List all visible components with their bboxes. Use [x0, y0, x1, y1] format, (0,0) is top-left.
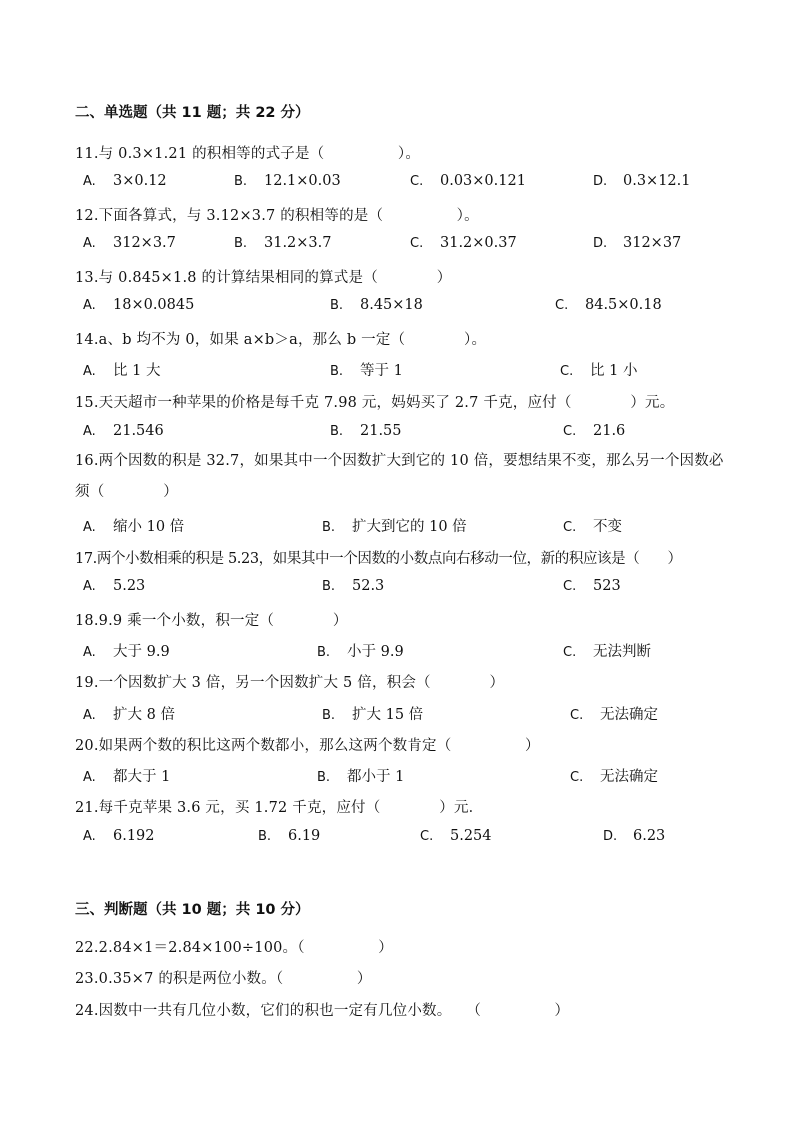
option-letter: C. [563, 424, 577, 439]
question-11: 11.与 0.3×1.21 的积相等的式子是（ ）。 [75, 146, 421, 162]
option-text: 等于 1 [360, 363, 403, 379]
option-b [330, 297, 423, 313]
question-21: 21.每千克苹果 3.6 元，买 1.72 千克，应付（ ）元． [75, 800, 484, 816]
question-13: 13.与 0.845×1.8 的计算结果相同的算式是（ ） [75, 270, 452, 286]
option-text: 6.19 [288, 828, 321, 844]
option-text: 52.3 [352, 578, 385, 594]
option-text: 5.23 [113, 578, 146, 594]
option-c [420, 828, 492, 844]
option-letter: A. [83, 364, 96, 379]
option-text: 31.2×3.7 [264, 235, 332, 251]
question-19: 19.一个因数扩大 3 倍，另一个因数扩大 5 倍，积会（ ） [75, 675, 505, 691]
option-c [555, 297, 662, 313]
option-text: 缩小 10 倍 [113, 519, 185, 535]
option-text: 都大于 1 [113, 769, 171, 785]
option-letter: B. [234, 174, 248, 189]
option-text: 0.03×0.121 [440, 173, 526, 189]
option-b [258, 828, 320, 844]
option-letter: B. [330, 364, 344, 379]
option-d [593, 173, 691, 189]
option-letter: C. [560, 364, 574, 379]
option-text: 18×0.0845 [113, 297, 195, 313]
option-letter: D. [593, 236, 608, 251]
option-letter: B. [322, 708, 336, 723]
question-22: 22.2.84×1＝2.84×100÷100。（ ） [75, 940, 393, 956]
option-letter: C. [563, 520, 577, 535]
option-letter: B. [322, 520, 336, 535]
option-a [83, 640, 170, 661]
option-letter: C. [555, 298, 569, 313]
option-text: 31.2×0.37 [440, 235, 517, 251]
option-b [317, 765, 404, 786]
option-text: 扩大 15 倍 [352, 707, 424, 723]
option-letter: A. [83, 770, 96, 785]
option-letter: A. [83, 520, 96, 535]
question-24: 24.因数中一共有几位小数，它们的积也一定有几位小数。 （ ） [75, 1003, 570, 1019]
option-a [83, 578, 145, 594]
option-a [83, 173, 167, 189]
option-c [570, 703, 658, 724]
option-b [322, 703, 423, 724]
option-letter: B. [234, 236, 248, 251]
option-letter: C. [563, 579, 577, 594]
option-text: 小于 9.9 [347, 644, 404, 660]
option-text: 21.55 [360, 423, 402, 439]
option-text: 523 [593, 578, 621, 594]
question-16: 16.两个因数的积是 32.7，如果其中一个因数扩大到它的 10 倍，要想结果不变，那么另一个因数必须（ ） [75, 453, 724, 500]
option-b [330, 359, 403, 380]
option-text: 6.192 [113, 828, 155, 844]
option-b [234, 173, 341, 189]
option-a [83, 235, 176, 251]
option-letter: A. [83, 829, 96, 844]
option-c [410, 235, 517, 251]
option-letter: B. [330, 298, 344, 313]
option-b [322, 515, 467, 536]
option-letter: C. [570, 770, 584, 785]
option-a [83, 359, 160, 380]
option-b [322, 578, 384, 594]
option-text: 5.254 [450, 828, 492, 844]
option-a [83, 297, 194, 313]
option-letter: A. [83, 236, 96, 251]
option-c [410, 173, 526, 189]
option-a [83, 765, 170, 786]
option-text: 12.1×0.03 [264, 173, 341, 189]
section-title-single-choice: 二、单选题（共 11 题；共 22 分） [75, 105, 310, 121]
option-letter: C. [410, 174, 424, 189]
option-letter: A. [83, 708, 96, 723]
question-17: 17.两个小数相乘的积是 5.23，如果其中一个因数的小数点向右移动一位，新的积应该是（ ） [75, 551, 682, 567]
option-c [563, 423, 625, 439]
option-text: 0.3×12.1 [623, 173, 691, 189]
option-c [563, 640, 651, 661]
option-text: 312×37 [623, 235, 682, 251]
option-text: 8.45×18 [360, 297, 423, 313]
option-text: 不变 [593, 519, 622, 535]
option-a [83, 515, 184, 536]
option-text: 无法确定 [600, 769, 658, 785]
option-text: 21.546 [113, 423, 164, 439]
option-letter: A. [83, 645, 96, 660]
option-letter: D. [593, 174, 608, 189]
option-text: 比 1 大 [113, 363, 161, 379]
option-text: 扩大 8 倍 [113, 707, 175, 723]
question-15: 15.天天超市一种苹果的价格是每千克 7.98 元，妈妈买了 2.7 千克，应付（ ）元。 [75, 395, 675, 411]
option-letter: B. [330, 424, 344, 439]
option-a [83, 423, 164, 439]
option-letter: C. [570, 708, 584, 723]
option-a [83, 828, 155, 844]
question-18: 18.9.9 乘一个小数，积一定（ ） [75, 613, 348, 629]
option-text: 大于 9.9 [113, 644, 170, 660]
option-d [593, 235, 681, 251]
option-a [83, 703, 175, 724]
option-c [560, 359, 637, 380]
option-c [563, 578, 621, 594]
option-letter: A. [83, 298, 96, 313]
option-b [234, 235, 332, 251]
option-text: 都小于 1 [347, 769, 405, 785]
option-b [317, 640, 404, 661]
option-letter: B. [322, 579, 336, 594]
option-letter: D. [603, 829, 618, 844]
option-text: 无法确定 [600, 707, 658, 723]
question-20: 20.如果两个数的积比这两个数都小，那么这两个数肯定（ ） [75, 738, 540, 754]
question-14: 14.a、b 均不为 0，如果 a×b＞a，那么 b 一定（ ）。 [75, 332, 487, 348]
option-text: 比 1 小 [590, 363, 638, 379]
option-letter: B. [258, 829, 272, 844]
option-letter: C. [563, 645, 577, 660]
option-letter: A. [83, 174, 96, 189]
option-d [603, 828, 665, 844]
question-23: 23.0.35×7 的积是两位小数。（ ） [75, 971, 372, 987]
option-text: 84.5×0.18 [585, 297, 662, 313]
option-letter: B. [317, 770, 331, 785]
option-letter: A. [83, 424, 96, 439]
question-12: 12.下面各算式，与 3.12×3.7 的积相等的是（ ）。 [75, 208, 479, 224]
option-text: 无法判断 [593, 644, 651, 660]
option-letter: B. [317, 645, 331, 660]
option-text: 3×0.12 [113, 173, 167, 189]
option-c [570, 765, 658, 786]
option-c [563, 515, 622, 536]
option-letter: A. [83, 579, 96, 594]
option-text: 6.23 [633, 828, 666, 844]
option-text: 312×3.7 [113, 235, 176, 251]
option-text: 扩大到它的 10 倍 [352, 519, 467, 535]
section-title-true-false: 三、判断题（共 10 题；共 10 分） [75, 902, 310, 918]
option-letter: C. [420, 829, 434, 844]
option-text: 21.6 [593, 423, 626, 439]
option-b [330, 423, 402, 439]
option-letter: C. [410, 236, 424, 251]
